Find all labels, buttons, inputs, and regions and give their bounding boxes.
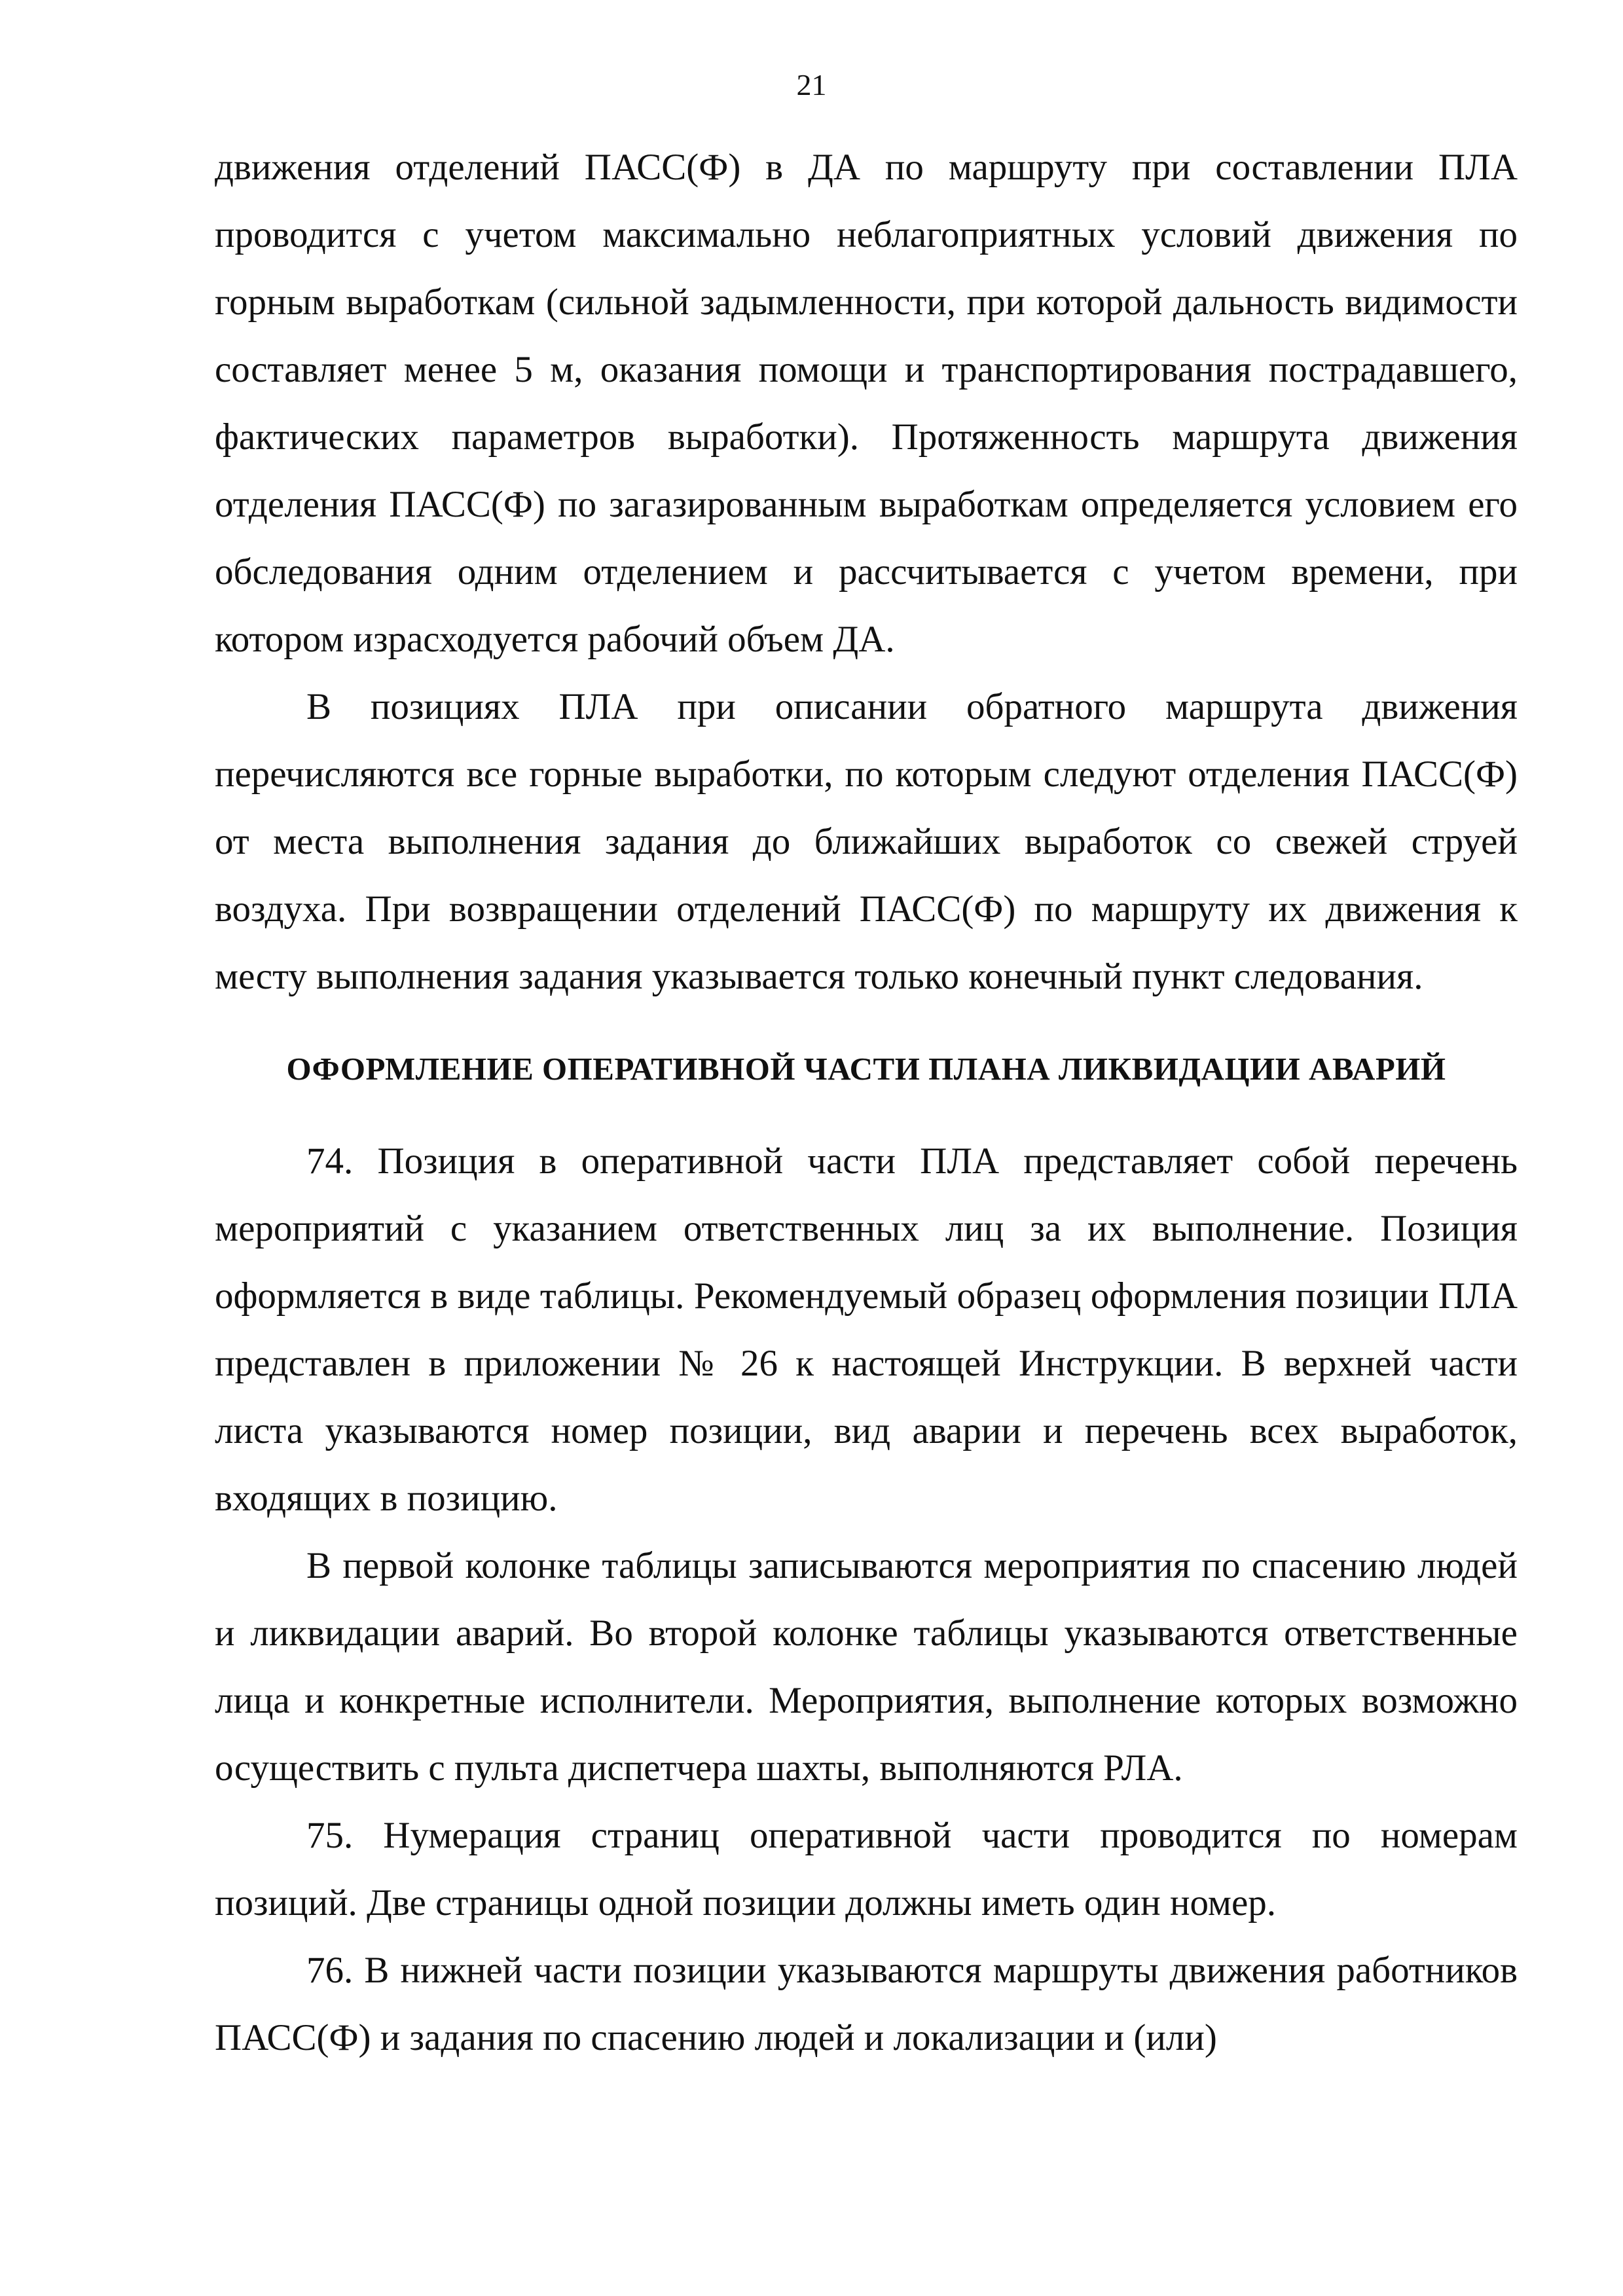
paragraph-75: 75. Нумерация страниц оперативной части проводится по номерам позиций. Две страницы одной позиции должны иметь один номер. [215, 1815, 1518, 1923]
paragraph-return-route: В позициях ПЛА при описании обратного маршрута движения перечисляются все горные выработки, по которым следуют отделения ПАСС(Ф) от места выполнения задания до ближайших выработок со свежей струей воздуха. При возвращении отделений ПАСС(Ф) по маршруту их движения к месту выполнения задания указывается только конечный пункт следования. [215, 686, 1518, 997]
paragraph-76: 76. В нижней части позиции указываются маршруты движения работников ПАСС(Ф) и задания по спасению людей и локализации и (или) [215, 1950, 1518, 2058]
section-heading: ОФОРМЛЕНИЕ ОПЕРАТИВНОЙ ЧАСТИ ПЛАНА ЛИКВИДАЦИИ АВАРИЙ [286, 1051, 1446, 1087]
paragraph-table-columns: В первой колонке таблицы записываются мероприятия по спасению людей и ликвидации аварий. Во второй колонке таблицы указываются ответственные лица и конкретные исполнители. Мероприятия, выполнение которых возможно осуществить с пульта диспетчера шахты, выполняются РЛА. [215, 1545, 1518, 1789]
page-number: 21 [796, 68, 827, 101]
paragraph-continuation: движения отделений ПАСС(Ф) в ДА по маршруту при составлении ПЛА проводится с учетом максимально неблагоприятных условий движения по горным выработкам (сильной задымленности, при которой дальность видимости составляет менее 5 м, оказания помощи и транспортирования пострадавшего, фактических параметров выработки). Протяженность маршрута движения отделения ПАСС(Ф) по загазированным выработкам определяется условием его обследования одним отделением и рассчитывается с учетом времени, при котором израсходуется рабочий объем ДА. [215, 147, 1518, 660]
document-body [215, 134, 1518, 2071]
paragraph-74: 74. Позиция в оперативной части ПЛА представляет собой перечень мероприятий с указанием ответственных лиц за их выполнение. Позиция оформляется в виде таблицы. Рекомендуемый образец оформления позиции ПЛА представлен в приложении № 26 к настоящей Инструкции. В верхней части листа указываются номер позиции, вид аварии и перечень всех выработок, входящих в позицию. [215, 1140, 1518, 1519]
